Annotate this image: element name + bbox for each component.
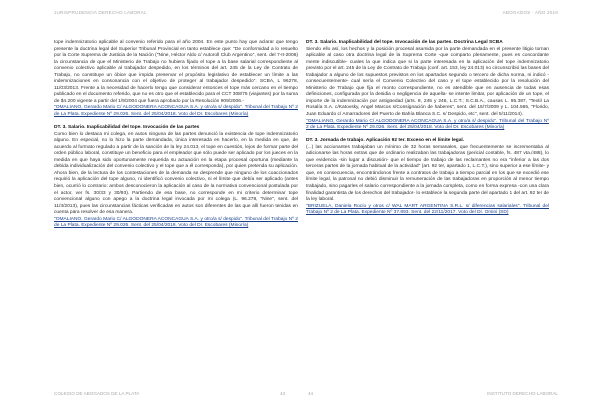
- paragraph: Siendo ello así, los hechos y la posición procesal asumida por la parte demandada en el presente litigio tornan aplicable al caso otra doctrina legal de la Suprema Corte -que comparto plenamente, pues es concordante mente indiscutible- cuales la que indica que si la parte interesada en la aplicación del tope indemnizatorio previsto por el art. 245 de la Ley de Contrato de Trabajo (conf. art. 153, ley 24.013) no circunscribió las bases del trabajador a alguno de los supuestos previstos en los apartados segundo o tercero de dicha norma, ni indicó -consecuentemente- cual sería el Convenio Colectivo del caso y el tope establecido por la resolución del Ministerio de Trabajo que fija el monto correspondiente, no es atendible que en ausencia de todas esas definiciones, configurada por la desidia o negligencia de aquella- se intente limitar, por aplicación de un tope, el importe de la indemnización por antigüedad (arts. 8, 245 y 246, L.C.T.; S.C.B.A., causas L. 95.387, "Textil La Rosalía S.A. c/Katovsky, Angel Marcos s/Consignación de haberes", sent. del 15/7/2009 y L. 104.565, "Florido, Juan Eduardo c/ Amarradores del Puerto de Bahía Blanca S.C. s/ Despido, etc", sent. del 5/11/2014).: [306, 46, 549, 118]
- paragraph: tope indemnizatorio aplicable al convenio referido para el año 2004. En este punto hay que aclarar que tengo presente la doctrina legal del Superior Tribunal Provincial en tanto establece que: "De conformidad a lo resuelto por la Corte Suprema de Justicia de la Nación ("Nine, Héctor Aldo c/ Autoroll Club Argentino", sent. del 7-II-2006) la circunstancia de que el Ministerio de Trabajo no hubiera fijado el tope a la base salarial correspondiente al convenio colectivo aplicable al trabajador despedido, en los términos del art. 245 de la Ley de Contrato de Trabajo, no constituye un óbice que impida preservar el propósito legislativo de establecer un límite a las indemnizaciones en consonancia con el objetivo de proteger al trabajador despedido". SCBA, L 96278, 11/03/2013. Frente a la necesidad de hacerlo tengo que considerar entonces el tope más cercano en el tiempo publicado en el documento referido, que no es otro que el establecido para el CCT 308/75 (viajantes) por la suma de $4.200 vigente a partir del 1/9/2004 que fuera aprobado por la Resolución 909/2006.-: [54, 40, 298, 104]
- right-page-column: [306, 40, 549, 217]
- page-number-left: 43: [280, 391, 286, 396]
- citation-link[interactable]: "OMALIANO, Gerardo Mario C/ ALGODONERA ACONCAGUA S.A. y otro/a s/ despido". Tribunal del Trabajo Nº 2 de La Plata. Expediente Nº 29.026. Sent. del 25/04/2018. Voto del Dr. Escobares (Minoría): [54, 216, 298, 229]
- page-number-right: 44: [308, 391, 314, 396]
- running-header-right: ABOGADOS · AÑO 2019: [502, 10, 558, 15]
- citation-link[interactable]: "OMALIANO, Gerardo Mario C/ ALGODONERA ACONCAGUA S.A. y otro/a s/ despido". Tribunal del Trabajo Nº 2 de La Plata. Expediente Nº 29.026. Sent. del 25/04/2018. Voto del Dr. Escobares (Minoría): [306, 118, 549, 131]
- citation-link[interactable]: "BRIZUELA, Daniela Rocío y otros c/ WAL MART ARGENTINA S.R.L. s/ diferencias salariales". Tribunal del Trabajo Nº 2 de La Plata. Expediente Nº 37.893. Sent. del 22/11/2017. Voto del Dr. Orsini (SD): [306, 203, 549, 216]
- section-heading: DT. 3. Jornada de trabajo. Aplicación 92 ter. Exceso en el límite legal.: [306, 138, 465, 144]
- paragraph: Como bien lo destaca mi colega, en autos ninguna de las partes denunció la existencia de tope indemnizatorio alguno. En especial, no lo hizo la parte demandada, única interesada en hacerlo, en la medida en que, de acuerdo al formato regulado a partir de la sanción de la ley 24.013, el tope en cuestión, lejos de formar parte del orden público laboral, constituye un beneficio para el empleador que sólo puede ser aplicado por los jueces en la medida en que haya sido oportunamente requerida su actuación en la etapa procesal oportuna (mediante la debida individualización del convenio colectivo y el tope que a él corresponda), por quien pretenda su aplicación. Ahora bien, de la lectura de los contestaciones de la demanda se desprende que ninguno de los coaccionados requirió la aplicación del tope alguno, ni identificó convenio colectivo, ni el límite que debía ser aplicado (antes bien, ocurrió lo contrario: ambos desconocieron la aplicación al caso de la normativa convencional postulada por el actor, ver fs. 30/33 y 30/93). Partiendo de esa base, no corresponde en mi criterio determinar tope convencional alguno con apego a la doctrina legal invocada por mi colega (L. 96.278, "Nine", sent. del 11/3/2013), pues las circunstancias fácticas verificadas en autos son diferentes de las que allí fueron tenidas en cuenta para resolver de esa manera.: [54, 131, 298, 216]
- running-header-left: JURISPRUDENCIA DERECHO LABORAL: [54, 10, 147, 15]
- section-heading: DT. 3. Salario. Inaplicabilidad del tope. Invocación de las partes: [54, 125, 200, 131]
- left-page-column: [54, 40, 298, 230]
- citation-link[interactable]: "OMALIANO, Gerardo Mario C/ ALGODONERA ACONCAGUA S.A. y otro/a s/ despido". Tribunal del Trabajo Nº 2 de La Plata. Expediente Nº 29.026. Sent. del 25/04/2018. Voto del Dr. Escobares (Minoría): [54, 105, 298, 118]
- paragraph: (...) las accionantes trabajaban un mínimo de 32 horas semanales, que frecuentemente se incrementaba al adicionarse las horas extras que de ordinario realizaban las trabajadoras (pericial contable, fs. 487 vta./488), lo que evidencia -sin lugar a discusión- que el tiempo de trabajo de las reclamantes no era "inferior a las dos terceras partes de la jornada habitual de la actividad" (art. 92 ter, apartado 1, L.C.T.), sino superior a ese límite- y que, en consecuencia, encontrándonos frente a contratos de trabajo a tiempo parcial en los que se excedió ese límite legal, la patronal no debió disminuir la remuneración de las trabajadoras en proporción al menor tiempo trabajado, sino pagarles el salario correspondiente a la jornada completa, como en forma expresa -con una clara finalidad garantista de los derechos del trabajador- lo establece la segunda parte del apartado 1 del art. 92 ter de la ley laboral.: [306, 144, 549, 203]
- footer-right: INSTITUTO DERECHO LABORAL: [487, 391, 558, 396]
- section-heading: DT. 3. Salario. Inaplicabilidad del tope. Invocación de las partes. Doctrina Legal SCBA: [306, 40, 503, 45]
- footer-left: COLEGIO DE ABOGADOS DE LA PLATA: [54, 391, 140, 396]
